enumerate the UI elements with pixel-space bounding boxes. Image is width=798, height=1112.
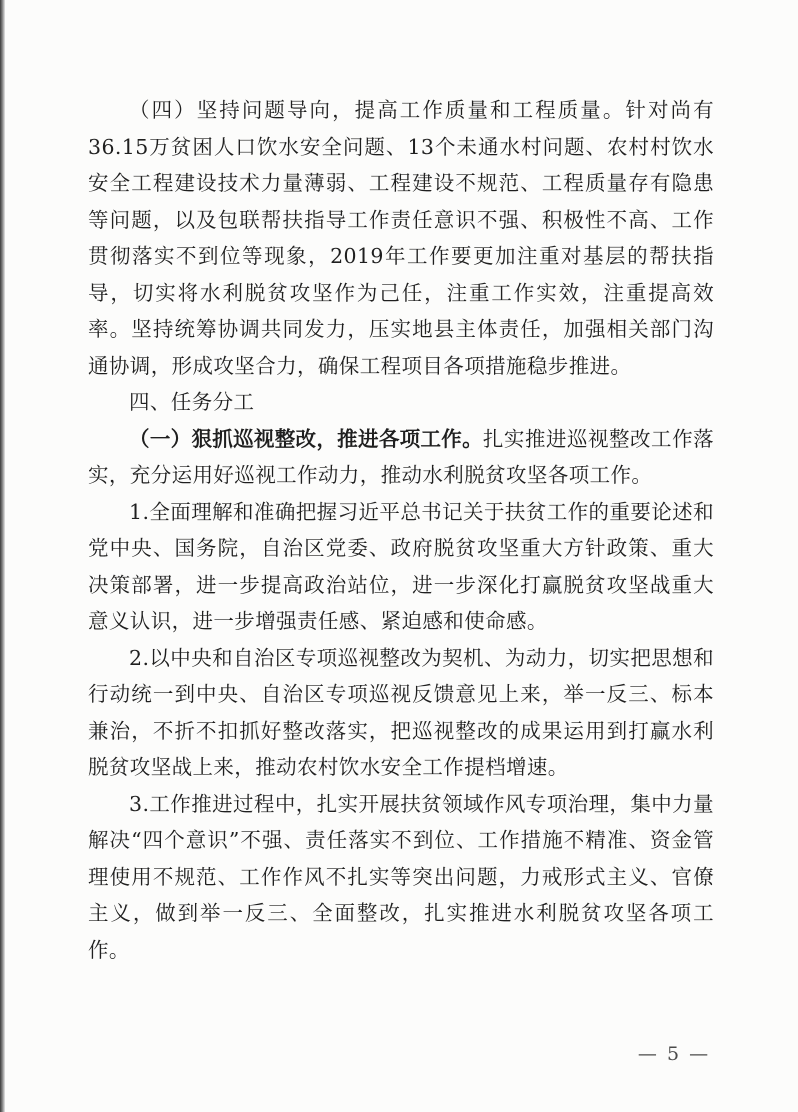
paragraph-inspection-rectification-text: 扎实推进巡视整改工作落实，充分运用好巡视工作动力，推动水利脱贫攻坚各项工作。 — [88, 426, 714, 487]
scan-edge-shadow — [0, 0, 5, 1112]
paragraph-item-2: 2.以中央和自治区专项巡视整改为契机、为动力，切实把思想和行动统一到中央、自治区专项巡视反馈意见上来，举一反三、标本兼治，不折不扣抓好整改落实，把巡视整改的成果运用到打赢水利脱贫攻坚战上来，推动农村饮水安全工作提档增速。 — [88, 645, 714, 779]
paragraph-item-3: 3.工作推进过程中，扎实开展扶贫领域作风专项治理，集中力量解决“四个意识”不强、责任落实不到位、工作措施不精准、资金管理使用不规范、工作作风不扎实等突出问题，力戒形式主义、官僚主义，做到举一反三、全面整改，扎实推进水利脱贫攻坚各项工作。 — [88, 791, 714, 962]
document-body — [88, 92, 714, 968]
paragraph-problem-orientation: （四）坚持问题导向，提高工作质量和工程质量。针对尚有36.15万贫困人口饮水安全问题、13个未通水村问题、农村村饮水安全工程建设技术力量薄弱、工程建设不规范、工程质量存有隐患等问题，以及包联帮扶指导工作责任意识不强、积极性不高、工作贯彻落实不到位等现象，2019年工作要更加注重对基层的帮扶指导，切实将水利脱贫攻坚作为己任，注重工作实效，注重提高效率。坚持统筹协调共同发力，压实地县主体责任，加强相关部门沟通协调，形成攻坚合力，确保工程项目各项措施稳步推进。 — [88, 98, 714, 378]
paragraph-item-1: 1.全面理解和准确把握习近平总书记关于扶贫工作的重要论述和党中央、国务院，自治区党委、政府脱贫攻坚重大方针政策、重大决策部署，进一步提高政治站位，进一步深化打赢脱贫攻坚战重大意义认识，进一步增强责任感、紧迫感和使命感。 — [88, 499, 714, 633]
page-number: — 5 — — [637, 1043, 711, 1065]
subheading-inspection-rectification: （一）狠抓巡视整改，推进各项工作。 — [129, 426, 483, 451]
section-heading-task-division: 四、任务分工 — [129, 390, 255, 414]
paragraph-inspection-rectification — [88, 421, 714, 494]
